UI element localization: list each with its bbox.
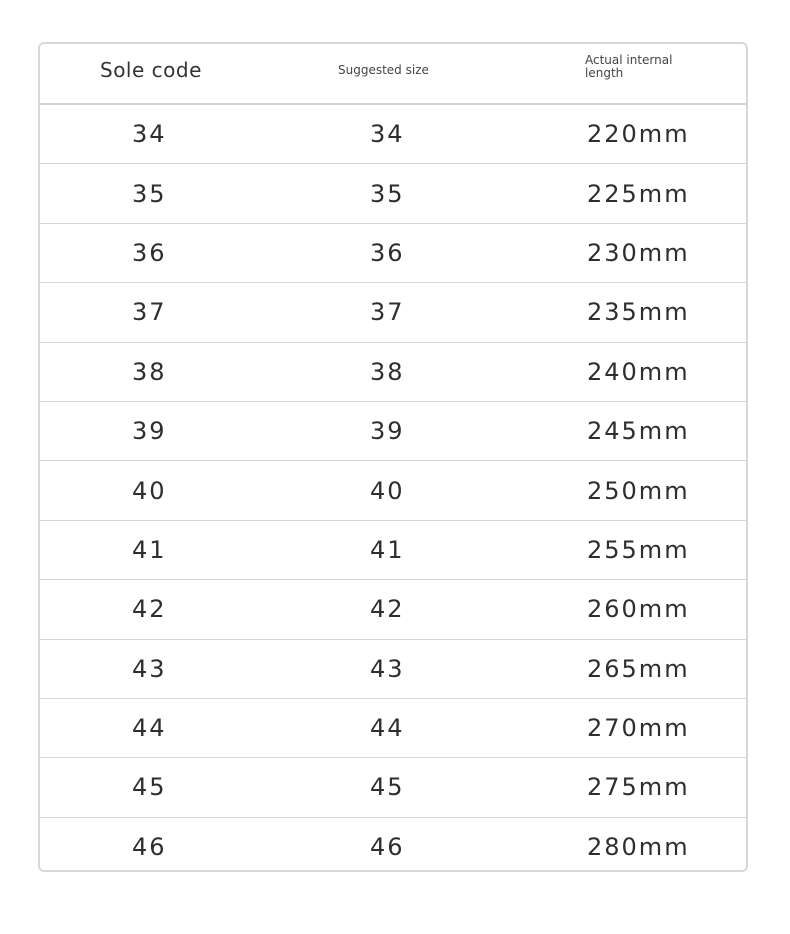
sole-code-cell [132,402,222,460]
table-row [40,758,746,817]
table-row [40,224,746,283]
length-value: 230mm [587,238,690,267]
sole-code-value: 41 [132,535,167,564]
suggested-size-cell [370,224,500,282]
suggested-size-value: 34 [370,120,405,149]
table-row [40,402,746,461]
sole-code-cell [132,224,222,282]
sole-code-value: 38 [132,357,167,386]
sole-code-value: 39 [132,417,167,446]
length-cell [587,343,727,401]
suggested-size-value: 36 [370,238,405,267]
length-value: 260mm [587,595,690,624]
sole-code-cell [132,580,222,638]
sole-code-value: 45 [132,773,167,802]
sole-code-value: 43 [132,654,167,683]
sole-code-value: 35 [132,179,167,208]
length-value: 220mm [587,120,690,149]
length-value: 280mm [587,833,690,862]
size-chart-table [38,42,748,872]
table-row [40,818,746,872]
length-cell [587,224,727,282]
length-value: 240mm [587,357,690,386]
table-row [40,580,746,639]
suggested-size-cell [370,343,500,401]
sole-code-value: 46 [132,833,167,862]
length-cell [587,461,727,519]
table-row [40,283,746,342]
header-sole-code: Sole code [100,57,202,82]
table-row [40,343,746,402]
length-cell [587,521,727,579]
sole-code-cell [132,758,222,816]
sole-code-cell [132,461,222,519]
table-row [40,461,746,520]
length-cell [587,283,727,341]
sole-code-value: 34 [132,120,167,149]
length-cell [587,758,727,816]
table-row [40,105,746,164]
suggested-size-value: 39 [370,417,405,446]
header-actual-internal-length: Actual internal length [585,52,673,80]
suggested-size-value: 42 [370,595,405,624]
suggested-size-cell [370,640,500,698]
suggested-size-cell [370,105,500,163]
table-row [40,640,746,699]
suggested-size-cell [370,283,500,341]
length-value: 245mm [587,417,690,446]
suggested-size-value: 45 [370,773,405,802]
sole-code-cell [132,521,222,579]
sole-code-cell [132,699,222,757]
suggested-size-value: 40 [370,476,405,505]
length-cell [587,164,727,222]
length-value: 250mm [587,476,690,505]
length-cell [587,699,727,757]
header-suggested-size: Suggested size [338,62,429,77]
sole-code-value: 40 [132,476,167,505]
length-value: 270mm [587,714,690,743]
length-cell [587,580,727,638]
sole-code-cell [132,164,222,222]
table-row [40,164,746,223]
length-value: 225mm [587,179,690,208]
sole-code-value: 36 [132,238,167,267]
suggested-size-value: 38 [370,357,405,386]
length-value: 235mm [587,298,690,327]
length-cell [587,818,727,872]
header-cell-actual-internal-length [585,44,725,103]
suggested-size-value: 35 [370,179,405,208]
sole-code-value: 44 [132,714,167,743]
sole-code-value: 42 [132,595,167,624]
suggested-size-cell [370,461,500,519]
sole-code-value: 37 [132,298,167,327]
suggested-size-value: 37 [370,298,405,327]
suggested-size-cell [370,699,500,757]
length-value: 275mm [587,773,690,802]
suggested-size-cell [370,521,500,579]
suggested-size-cell [370,402,500,460]
sole-code-cell [132,640,222,698]
suggested-size-value: 44 [370,714,405,743]
suggested-size-cell [370,580,500,638]
suggested-size-cell [370,818,500,872]
length-cell [587,402,727,460]
sole-code-cell [132,105,222,163]
table-header-row [40,44,746,105]
header-cell-sole-code [100,44,202,103]
table-row [40,699,746,758]
header-cell-suggested-size [338,44,468,103]
suggested-size-value: 43 [370,654,405,683]
sole-code-cell [132,818,222,872]
length-value: 255mm [587,535,690,564]
sole-code-cell [132,283,222,341]
length-cell [587,640,727,698]
suggested-size-cell [370,164,500,222]
suggested-size-cell [370,758,500,816]
suggested-size-value: 41 [370,535,405,564]
sole-code-cell [132,343,222,401]
length-value: 265mm [587,654,690,683]
suggested-size-value: 46 [370,833,405,862]
table-row [40,521,746,580]
length-cell [587,105,727,163]
